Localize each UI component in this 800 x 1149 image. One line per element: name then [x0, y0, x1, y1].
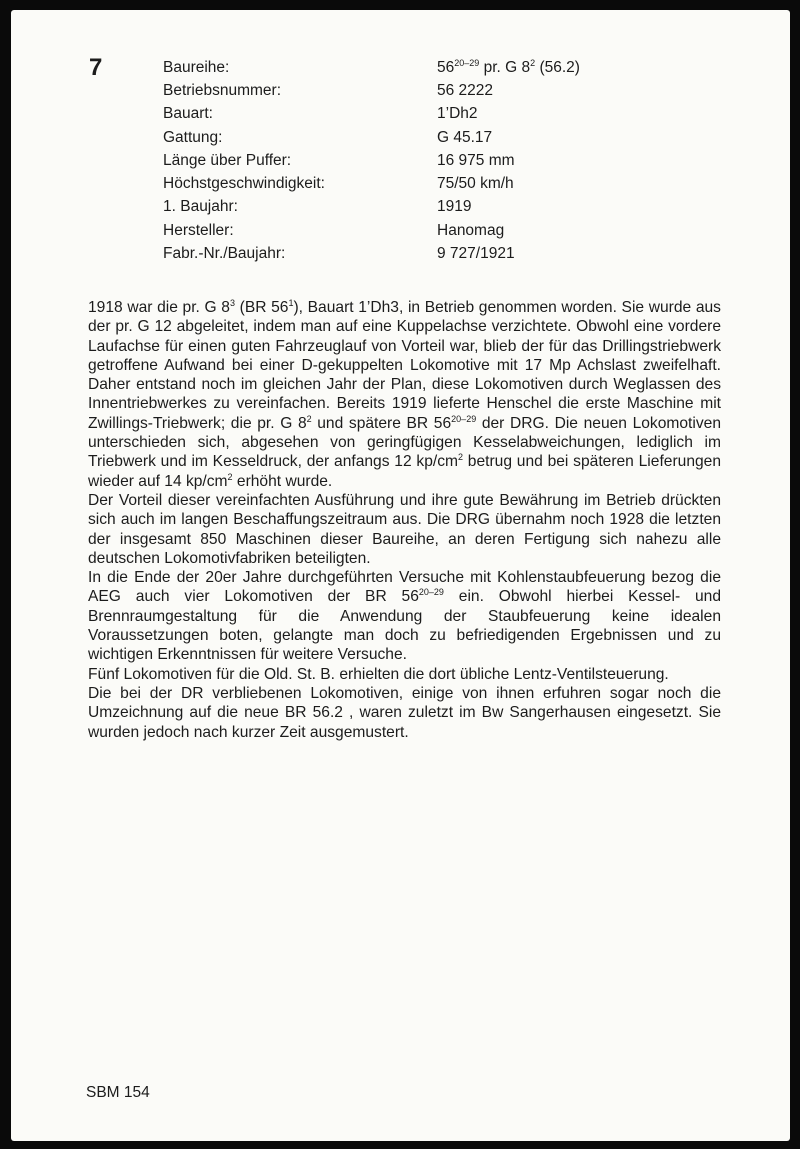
- text-run: ), Bauart 1’Dh3, in Betrieb genommen worden. Sie wurde aus der pr. G 12 abgeleitet, indem man auf eine Kuppelachse verzichtete. Obwohl eine vordere Laufachse für einen guten Fahrzeuglauf von Vorteil war, blieb der für das Drillingstriebwerk getroffene Aufwand bei einer D-gekuppelten Lokomotive mit 17 Mp Achslast zweifelhaft. Daher entstand noch im gleichen Jahr der Plan, diese Lokomotiven durch Weglassen des Innentriebwerkes zu vereinfachen. Bereits 1919 lieferte Henschel die erste Maschine mit Zwillings-Triebwerk; die pr. G 8: [88, 299, 721, 432]
- spec-value: Hanomag: [437, 221, 505, 239]
- spec-label: Gattung:: [163, 128, 223, 146]
- superscript: 2: [458, 452, 464, 463]
- paragraph-4: Fünf Lokomotiven für die Old. St. B. erhielten die dort übliche Lentz-Ventilsteuerung.: [88, 665, 669, 683]
- spec-value: 56 2222: [437, 81, 494, 99]
- spec-value: 1919: [437, 198, 472, 216]
- spec-label: Bauart:: [163, 105, 213, 123]
- text-run: 1918 war die pr. G 8: [88, 299, 230, 316]
- superscript: 20–29: [451, 413, 477, 424]
- spec-row-gattung: [163, 126, 580, 149]
- superscript: 2: [227, 471, 233, 482]
- spec-table: [163, 56, 580, 266]
- spec-label: Baureihe:: [163, 58, 230, 76]
- spec-value-end: (56.2): [535, 58, 580, 76]
- spec-value-main: 56: [437, 58, 455, 76]
- text-run: betrug und bei späteren Lieferungen wieder auf 14 kp/cm: [88, 453, 722, 490]
- spec-row-baujahr: [163, 196, 580, 219]
- text-run: ein. Obwohl hierbei Kessel- und Brennraumgestaltung für die Anwendung der Staubfeuerung keine idealen Voraussetzungen boten, gelangte man doch zu befriedigenden Ergebnissen und zu wichtigen Erkenntnissen für weitere Versuche.: [88, 588, 721, 664]
- paragraph-3: [88, 568, 721, 664]
- paragraph-5: Die bei der DR verbliebenen Lokomotiven, einige von ihnen erfuhren sogar noch die Umzeichnung auf die neue BR 56.2 , waren zuletzt im Bw Sangerhausen eingesetzt. Sie wurden jedoch nach kurzer Zeit ausgemustert.: [88, 684, 721, 741]
- spec-label: 1. Baujahr:: [163, 198, 238, 216]
- spec-value: 9 727/1921: [437, 245, 515, 263]
- spec-value: [437, 59, 580, 77]
- paragraph-1: [88, 298, 721, 491]
- spec-value-sup: 20–29: [454, 57, 480, 68]
- spec-label: Betriebsnummer:: [163, 81, 282, 99]
- spec-row-betriebsnummer: [163, 79, 580, 102]
- text-run: In die Ende der 20er Jahre durchgeführten Versuche mit Kohlenstaubfeuerung bezog die AEG auch vier Lokomotiven der BR 56: [88, 569, 721, 606]
- spec-row-fabrnr: [163, 242, 580, 265]
- spec-row-baureihe: [163, 56, 580, 79]
- spec-label: Hersteller:: [163, 221, 234, 239]
- spec-value-rest: pr. G 8: [479, 58, 531, 76]
- spec-label: Länge über Puffer:: [163, 151, 292, 169]
- spec-value: 16 975 mm: [437, 151, 515, 169]
- superscript: 3: [229, 298, 235, 308]
- text-run: erhöht wurde.: [232, 472, 333, 490]
- text-run: und spätere BR 56: [311, 414, 452, 432]
- superscript: 1: [288, 298, 294, 308]
- card-number: 7: [89, 54, 103, 81]
- paragraph-2: Der Vorteil dieser vereinfachten Ausführung und ihre gute Bewährung im Betrieb drückten sich auch im langen Beschaffungszeitraum aus. Die DRG übernahm noch 1928 die letzten der insgesamt 850 Maschinen dieser Baureihe, an deren Fertigung sich nahezu alle deutschen Lokomotivfabriken beteiligten.: [88, 491, 721, 567]
- description-text: [88, 298, 721, 742]
- spec-value: G 45.17: [437, 128, 493, 146]
- spec-value: 75/50 km/h: [437, 175, 514, 193]
- text-run: (BR 56: [234, 299, 289, 316]
- spec-row-bauart: [163, 103, 580, 126]
- spec-row-geschwindigkeit: [163, 172, 580, 195]
- spec-label: Fabr.-Nr./Baujahr:: [163, 245, 286, 263]
- spec-row-hersteller: [163, 219, 580, 242]
- spec-row-laenge: [163, 149, 580, 172]
- superscript: 2: [306, 413, 312, 424]
- superscript: 20–29: [418, 587, 444, 598]
- card: [11, 10, 790, 1141]
- spec-value: 1’Dh2: [437, 105, 478, 123]
- spec-value-sup2: 2: [530, 57, 536, 68]
- text-run: der DRG. Die neuen Lokomotiven unterschieden sich, abgesehen von geringfügigen Kesselabweichungen, lediglich im Triebwerk und im Kesseldruck, der anfangs 12 kp/cm: [88, 414, 722, 471]
- series-code: SBM 154: [86, 1084, 150, 1101]
- spec-label: Höchstgeschwindigkeit:: [163, 175, 325, 193]
